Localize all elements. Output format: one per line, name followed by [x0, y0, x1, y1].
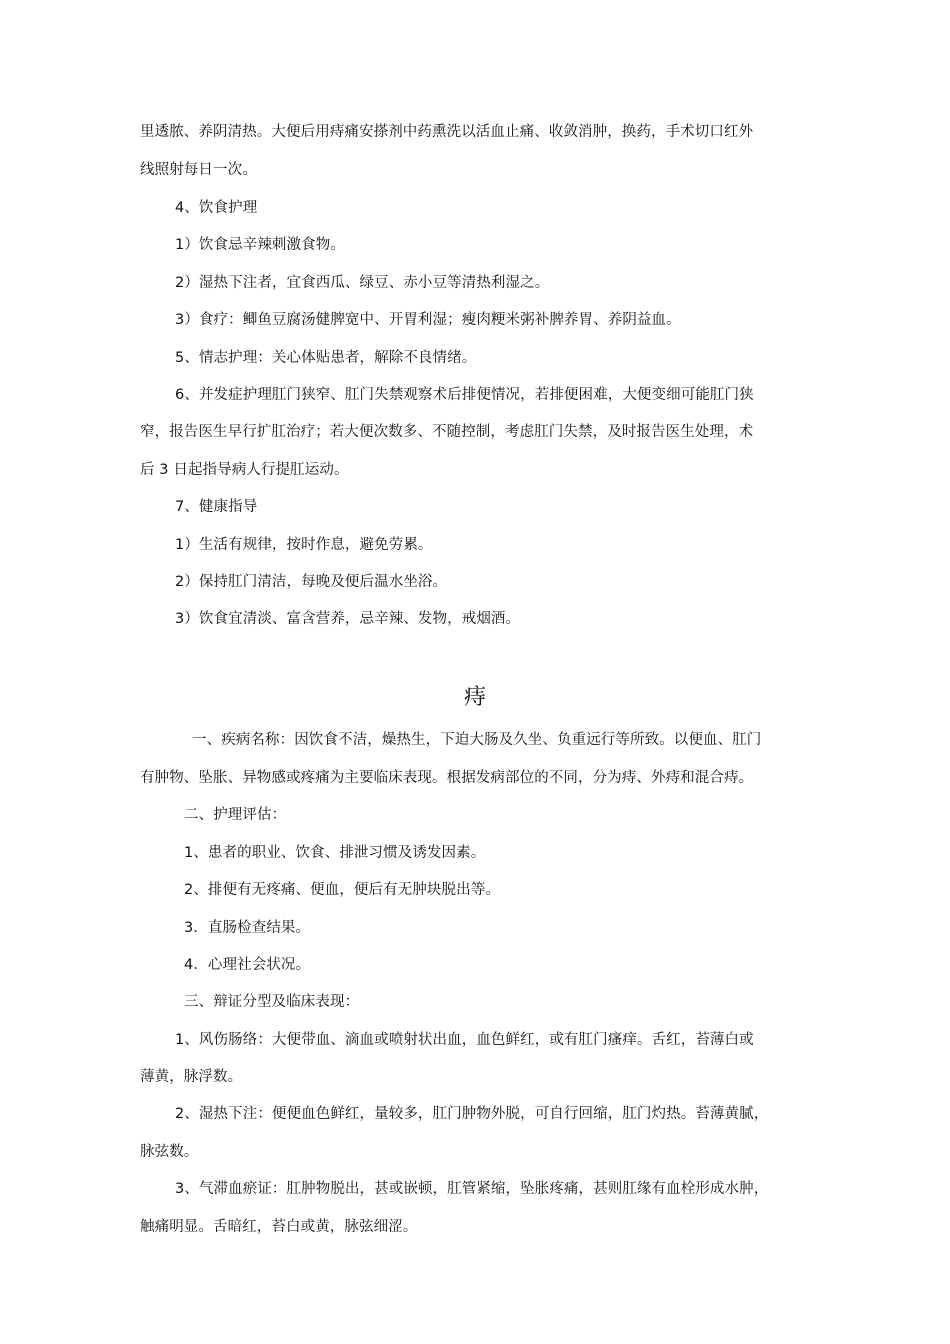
list-item: 1）生活有规律，按时作息，避免劳累。 — [175, 537, 433, 553]
list-item: 2）湿热下注者，宜食西瓜、绿豆、赤小豆等清热利湿之。 — [175, 275, 550, 291]
paragraph-line: 里透脓、养阴清热。大便后用痔痛安搽剂中药熏洗以活血止痛、收敛消肿，换药，手术切口红外 — [140, 124, 754, 140]
paragraph-line: 1、风伤肠络：大便带血、滴血或喷射状出血，血色鲜红，或有肛门瘙痒。舌红，苔薄白或 — [175, 1032, 754, 1048]
section-heading: 三、辩证分型及临床表现： — [184, 994, 360, 1010]
paragraph-line: 线照射每日一次。 — [140, 162, 257, 178]
section-heading: 二、护理评估： — [184, 807, 287, 823]
list-item: 1）饮食忌辛辣刺激食物。 — [175, 237, 345, 253]
paragraph-line: 一、疾病名称：因饮食不洁，燥热生，下迫大肠及久坐、负重远行等所致。以便血、肛门 — [192, 732, 762, 748]
list-item: 2、排便有无疼痛、便血，便后有无肿块脱出等。 — [184, 882, 500, 898]
paragraph-line: 薄黄，脉浮数。 — [140, 1069, 243, 1085]
list-item: 1、患者的职业、饮食、排泄习惯及诱发因素。 — [184, 845, 486, 861]
section-heading: 4、饮食护理 — [175, 200, 258, 216]
list-item: 3）食疗：鲫鱼豆腐汤健脾宽中、开胃利湿；瘦肉粳米粥补脾养胃、养阴益血。 — [175, 312, 681, 328]
list-item: 3．直肠检查结果。 — [184, 920, 311, 936]
paragraph-line: 有肿物、坠胀、异物感或疼痛为主要临床表现。根据发病部位的不同，分为痔、外痔和混合痔。 — [140, 770, 754, 786]
list-item: 4．心理社会状况。 — [184, 957, 311, 973]
paragraph-line: 窄，报告医生早行扩肛治疗；若大便次数多、不随控制，考虑肛门失禁，及时报告医生处理，术 — [140, 424, 754, 440]
paragraph-line: 触痛明显。舌暗红，苔白或黄，脉弦细涩。 — [140, 1219, 418, 1235]
list-item: 3）饮食宜清淡、富含营养，忌辛辣、发物，戒烟酒。 — [175, 611, 521, 627]
section-heading: 7、健康指导 — [175, 499, 258, 515]
paragraph-line: 2、湿热下注：便便血色鲜红，量较多，肛门肿物外脱，可自行回缩，肛门灼热。苔薄黄腻， — [175, 1106, 769, 1122]
page-title: 痔 — [463, 685, 486, 710]
section-heading: 5、情志护理：关心体贴患者，解除不良情绪。 — [175, 350, 477, 366]
list-item: 2）保持肛门清洁，每晚及便后温水坐浴。 — [175, 574, 448, 590]
paragraph-line: 后 3 日起指导病人行提肛运动。 — [140, 462, 349, 478]
paragraph-line: 脉弦数。 — [140, 1144, 199, 1160]
paragraph-line: 3、气滞血瘀证：肛肿物脱出，甚或嵌顿，肛管紧缩，坠胀疼痛，甚则肛缘有血栓形成水肿， — [175, 1181, 769, 1197]
paragraph-line: 6、并发症护理肛门狭窄、肛门失禁观察术后排便情况，若排便困难，大便变细可能肛门狭 — [175, 387, 754, 403]
